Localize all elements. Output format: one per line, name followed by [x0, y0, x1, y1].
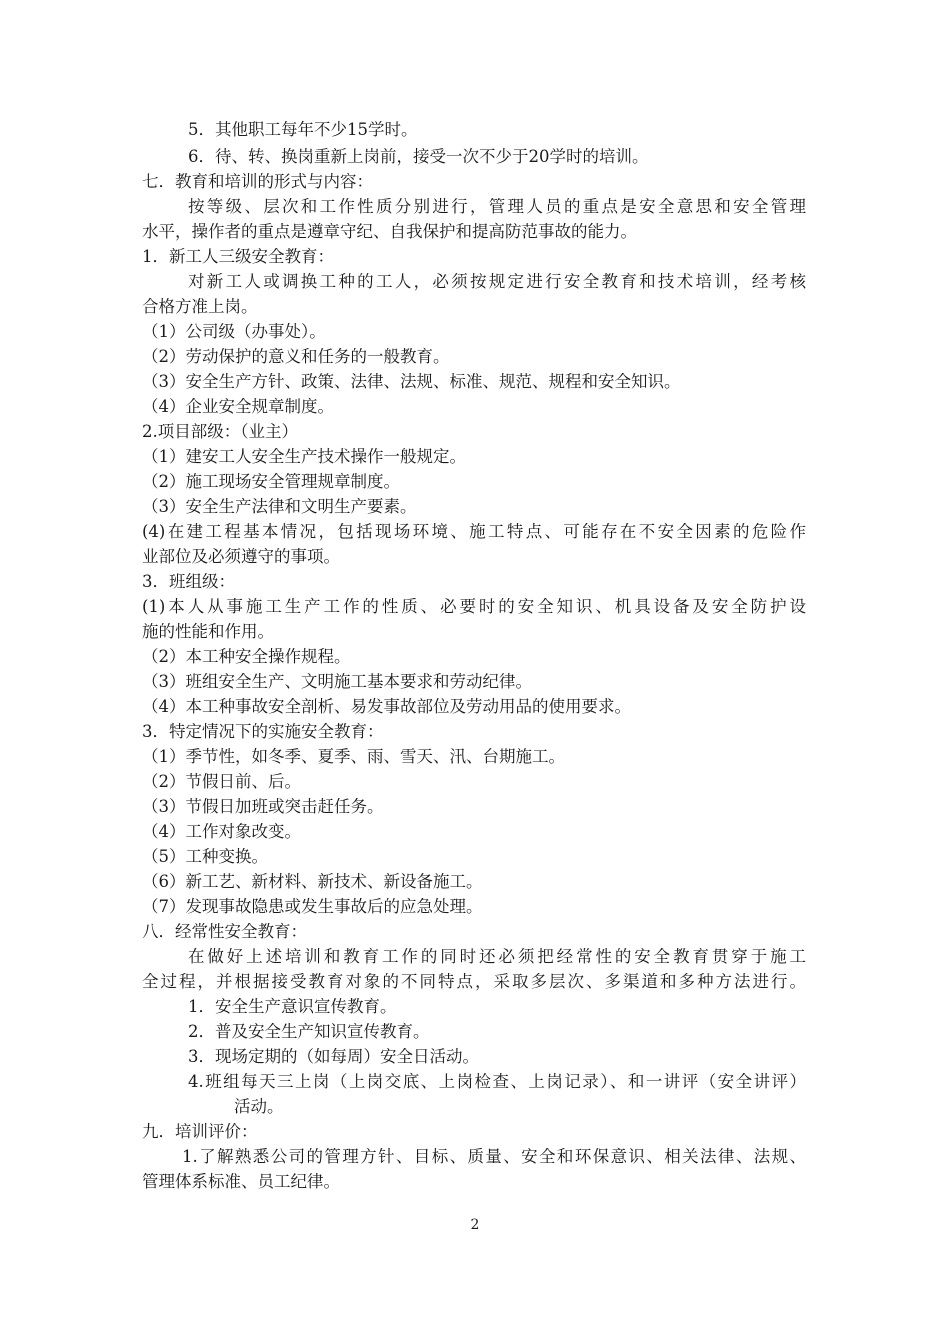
- list-item: （3）安全生产法律和文明生产要素。: [142, 497, 417, 516]
- text-line: 按等级、层次和工作性质分别进行，管理人员的重点是安全意思和安全管理: [188, 197, 806, 216]
- list-item: （2）劳动保护的意义和任务的一般教育。: [142, 347, 450, 366]
- list-item: （4）企业安全规章制度。: [142, 397, 334, 416]
- list-item: （7）发现事故隐患或发生事故后的应急处理。: [142, 897, 483, 916]
- list-item: （2）施工现场安全管理规章制度。: [142, 472, 400, 491]
- list-item: （4）本工种事故安全剖析、易发事故部位及劳动用品的使用要求。: [142, 697, 631, 716]
- list-item: 3．现场定期的（如每周）安全日活动。: [188, 1047, 479, 1066]
- text-line: 在做好上述培训和教育工作的同时还必须把经常性的安全教育贯穿于施工: [188, 947, 806, 966]
- list-item: （2）节假日前、后。: [142, 772, 301, 791]
- section-heading-7: 七．教育和培训的形式与内容：: [142, 172, 373, 191]
- text-line: 活动。: [234, 1097, 284, 1116]
- list-item: （1）建安工人安全生产技术操作一般规定。: [142, 447, 466, 466]
- list-item: （3）安全生产方针、政策、法律、法规、标准、规范、规程和安全知识。: [142, 372, 681, 391]
- list-item: 1．安全生产意识宣传教育。: [188, 997, 397, 1016]
- text-line: 6．待、转、换岗重新上岗前，接受一次不少于20学时的培训。: [188, 147, 649, 166]
- text-line: 管理体系标准、员工纪律。: [142, 1172, 340, 1191]
- list-item: （5）工种变换。: [142, 847, 268, 866]
- section-heading-8: 八．经常性安全教育：: [142, 922, 307, 941]
- list-item: （2）本工种安全操作规程。: [142, 647, 351, 666]
- list-item: （3）班组安全生产、文明施工基本要求和劳动纪律。: [142, 672, 532, 691]
- subsection-heading: 1．新工人三级安全教育：: [142, 247, 334, 266]
- list-item: 1.了解熟悉公司的管理方针、目标、质量、安全和环保意识、相关法律、法规、: [182, 1147, 806, 1166]
- list-item: （1）公司级（办事处）。: [142, 322, 326, 341]
- text-line: 对新工人或调换工种的工人，必须按规定进行安全教育和技术培训，经考核: [188, 272, 806, 291]
- text-line: 施的性能和作用。: [142, 622, 274, 641]
- text-line: 业部位及必须遵守的事项。: [142, 547, 340, 566]
- section-heading-9: 九．培训评价：: [142, 1122, 258, 1141]
- list-item: （4）工作对象改变。: [142, 822, 301, 841]
- list-item: （6）新工艺、新材料、新技术、新设备施工。: [142, 872, 483, 891]
- subsection-heading: 2.项目部级：（业主）: [142, 422, 298, 441]
- page-number: 2: [470, 1217, 480, 1233]
- text-line: 合格方准上岗。: [142, 297, 258, 316]
- list-item: 2．普及安全生产知识宣传教育。: [188, 1022, 430, 1041]
- text-line: 5．其他职工每年不少15学时。: [188, 120, 418, 139]
- list-item: （3）节假日加班或突击赶任务。: [142, 797, 384, 816]
- list-item: 4.班组每天三上岗（上岗交底、上岗检查、上岗记录）、和一讲评（安全讲评）: [188, 1072, 806, 1091]
- list-item: (1)本人从事施工生产工作的性质、必要时的安全知识、机具设备及安全防护设: [142, 597, 806, 616]
- list-item: (4)在建工程基本情况，包括现场环境、施工特点、可能存在不安全因素的危险作: [142, 522, 806, 541]
- subsection-heading: 3．特定情况下的实施安全教育：: [142, 722, 384, 741]
- text-line: 全过程，并根据接受教育对象的不同特点，采取多层次、多渠道和多种方法进行。: [142, 972, 806, 991]
- subsection-heading: 3．班组级：: [142, 572, 235, 591]
- text-line: 水平，操作者的重点是遵章守纪、自我保护和提高防范事故的能力。: [142, 222, 637, 241]
- list-item: （1）季节性，如冬季、夏季、雨、雪天、汛、台期施工。: [142, 747, 565, 766]
